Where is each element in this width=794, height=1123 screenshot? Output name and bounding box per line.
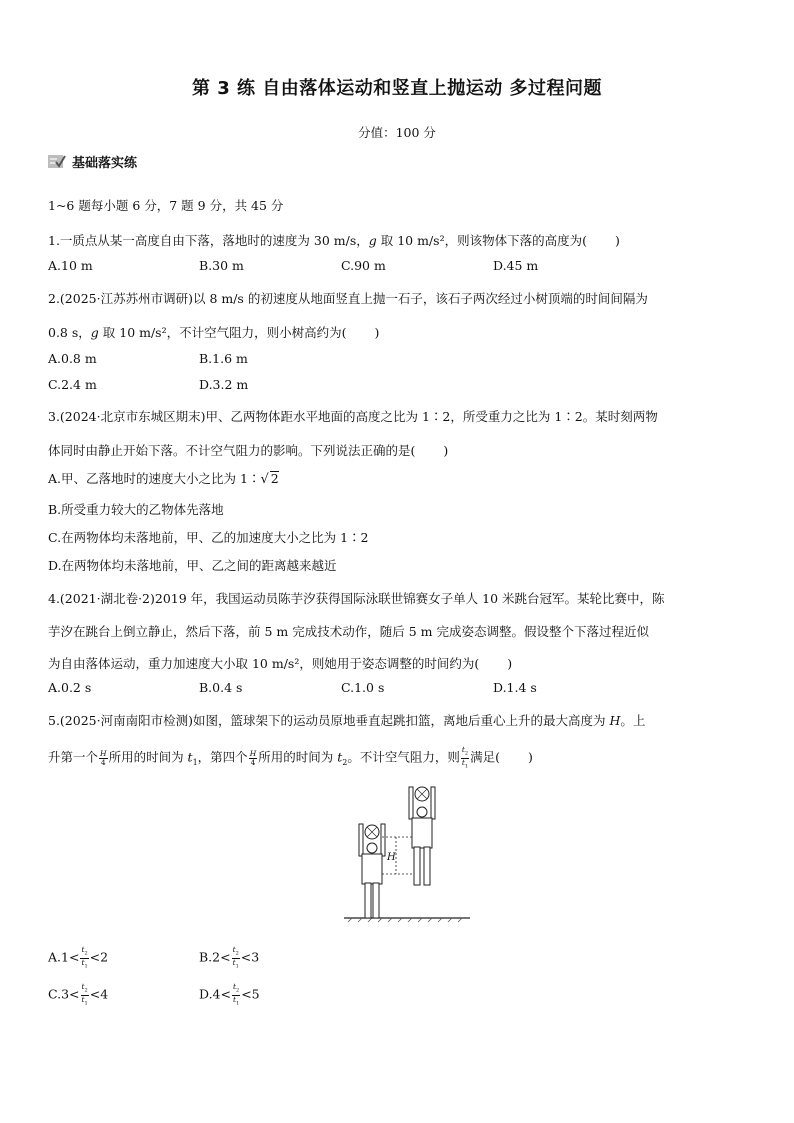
q3-option-a-text: A.甲、乙落地时的速度大小之比为 1∶ [48, 471, 261, 486]
q3-close: ) [443, 443, 449, 458]
q5-option-c: C.3< $\frac{t_2}{t_1}$ <4 [48, 982, 109, 1006]
q4-option-a: A.0.2 s [48, 680, 92, 695]
sqrt-value: 2 [270, 471, 279, 486]
fraction-t2-over-t1: $\frac{t_2}{t_1}$ [232, 982, 240, 1006]
q2-close: ) [374, 325, 380, 340]
q5-option-b: B.2< $\frac{t_2}{t_1}$ <3 [199, 945, 260, 969]
height-label: H [387, 852, 396, 863]
question-2-line-2 [48, 323, 379, 341]
q3-option-b: B.所受重力较大的乙物体先落地 [48, 502, 224, 517]
basketball-jump-figure [340, 782, 474, 924]
q1-close: ) [614, 233, 620, 248]
g-symbol: g [368, 233, 377, 248]
fraction-h-over-4: $\frac{H}{4}$ [249, 748, 257, 767]
fraction-t2-over-t1: $\frac{t_2}{t_1}$ [81, 982, 88, 1006]
fraction-t2-over-t1: $\frac{t_2}{t_1}$ [461, 745, 469, 769]
question-4-line-1: 4.(2021·湖北卷·2)2019 年，我国运动员陈芋汐获得国际泳联世锦赛女子单人 10 米跳台冠军。某轮比赛中，陈 [48, 591, 665, 606]
fraction-t2-over-t1: $\frac{t_2}{t_1}$ [81, 945, 88, 969]
question-4-line-3 [48, 654, 512, 672]
section-header [48, 152, 137, 171]
q5-option-a: A.1< $\frac{t_2}{t_1}$ <2 [48, 945, 109, 969]
q5-line2f: 满足( [470, 749, 500, 765]
q3-option-d: D.在两物体均未落地前，甲、乙之间的距离越来越近 [48, 558, 337, 573]
q4-option-b: B.0.4 s [199, 680, 243, 695]
q5-line1a: 5.(2025·河南南阳市检测)如图，篮球架下的运动员原地垂直起跳扣篮，离地后重心上升的最大高度为 [48, 713, 610, 728]
question-3-line-1: 3.(2024·北京市东城区期末)甲、乙两物体距水平地面的高度之比为 1∶2，所受重力之比为 1∶2。某时刻两物 [48, 409, 658, 424]
question-1 [48, 231, 620, 249]
q1-text: 1.一质点从某一高度自由下落，落地时的速度为 30 m/s， [48, 233, 369, 248]
q2-option-b: B.1.6 m [199, 351, 248, 366]
question-4-line-2: 芋汐在跳台上倒立静止，然后下落，前 5 m 完成技术动作，随后 5 m 完成姿态调整。假设整个下落过程近似 [48, 624, 649, 639]
jumping-player [409, 787, 435, 885]
q4-option-d: D.1.4 s [493, 680, 537, 695]
q5-line1b: 。上 [620, 713, 646, 728]
question-3-line-2 [48, 441, 448, 459]
score-note: 1~6 题每小题 6 分，7 题 9 分，共 45 分 [48, 198, 284, 213]
score-info: 分值：100 分 [358, 125, 436, 140]
q4-line3: 为自由落体运动，重力加速度大小取 10 m/s²，则她用于姿态调整的时间约为( [48, 656, 480, 671]
q2-option-d: D.3.2 m [199, 377, 249, 392]
q5-line2c: ，第四个 [197, 749, 248, 765]
q4-close: ) [507, 656, 513, 671]
section-label: 基础落实练 [72, 156, 138, 171]
page-title: 第 3 练 自由落体运动和竖直上抛运动 多过程问题 [191, 78, 603, 99]
q1-option-d: D.45 m [493, 258, 539, 273]
fraction-t2-over-t1: $\frac{t_2}{t_1}$ [232, 945, 239, 969]
question-5-line-2: 升第一个 $\frac{H}{4}$ 所用的时间为 $t_1$，第四个 $\frac{H}{4}$ 所用的时间为 $t_2$。不计空气阻力，则 $\frac{t_2}{t_1}$ 满足( ) [48, 745, 533, 769]
q5-close: ) [527, 749, 533, 765]
standing-player [359, 824, 385, 918]
checklist-icon [48, 154, 66, 169]
q1-text2: 取 10 m/s²，则该物体下落的高度为( [376, 233, 587, 248]
q5-line2e: 。不计空气阻力，则 [347, 749, 460, 765]
fraction-h-over-4: $\frac{H}{4}$ [100, 748, 107, 767]
q2-line2a: 0.8 s， [48, 325, 91, 340]
q5-option-d: D.4< $\frac{t_2}{t_1}$ <5 [199, 982, 260, 1006]
q1-option-a: A.10 m [48, 258, 93, 273]
h-symbol: H [609, 713, 621, 728]
g-symbol: g [90, 325, 99, 340]
q3-line2: 体同时由静止开始下落。不计空气阻力的影响。下列说法正确的是( [48, 443, 416, 458]
q5-line2a: 升第一个 [48, 749, 99, 765]
question-2-line-1: 2.(2025·江苏苏州市调研)以 8 m/s 的初速度从地面竖直上抛一石子，该石子两次经过小树顶端的时间间隔为 [48, 291, 648, 306]
question-5-line-1 [48, 711, 645, 729]
q2-line2b: 取 10 m/s²，不计空气阻力，则小树高约为( [98, 325, 347, 340]
q3-option-c: C.在两物体均未落地前，甲、乙的加速度大小之比为 1∶2 [48, 530, 369, 545]
q1-option-c: C.90 m [341, 258, 386, 273]
q5-line2d: 所用的时间为 [258, 749, 338, 765]
q5-line2b: 所用的时间为 [108, 749, 188, 765]
q2-option-c: C.2.4 m [48, 377, 97, 392]
q4-option-c: C.1.0 s [341, 680, 385, 695]
q3-option-a: A.甲、乙落地时的速度大小之比为 1∶√ 2 [48, 471, 279, 487]
q2-option-a: A.0.8 m [48, 351, 97, 366]
q1-option-b: B.30 m [199, 258, 244, 273]
